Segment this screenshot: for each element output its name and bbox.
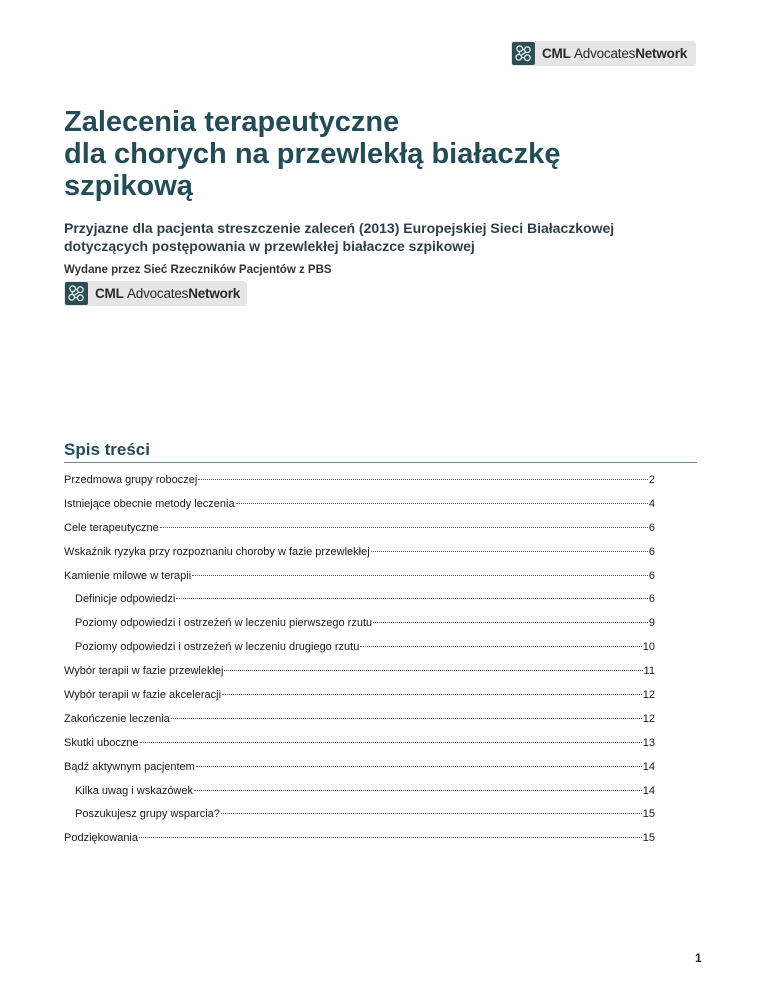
toc-page-number: 6 <box>648 593 655 606</box>
dot-leader <box>236 503 648 504</box>
toc-page-number: 14 <box>642 784 655 797</box>
toc-subentry[interactable]: Definicje odpowiedzi 6 <box>75 593 655 606</box>
dot-leader <box>160 527 648 528</box>
toc-entry[interactable]: Kamienie milowe w terapii 6 <box>64 569 655 582</box>
document-title <box>64 106 560 202</box>
document-subtitle <box>64 219 704 255</box>
toc-entry[interactable]: Zakończenie leczenia 12 <box>64 712 655 725</box>
toc-entry[interactable]: Wskaźnik ryzyka przy rozpoznaniu choroby w fazie przewlekłej 6 <box>64 545 655 558</box>
logo-text: CML AdvocatesNetwork <box>542 46 688 61</box>
toc-page-number: 6 <box>648 569 655 582</box>
toc-page-number: 11 <box>643 665 655 678</box>
molecule-network-icon <box>512 42 535 65</box>
dot-leader <box>140 742 642 743</box>
dot-leader <box>139 837 642 838</box>
toc-page-number: 9 <box>648 617 655 630</box>
toc-page-number: 12 <box>642 712 655 725</box>
toc-page-number: 15 <box>642 808 655 821</box>
published-by: Wydane przez Sieć Rzeczników Pacjentów z PBS <box>64 264 332 276</box>
table-of-contents <box>64 474 655 856</box>
toc-entry[interactable]: Skutki uboczne 13 <box>64 736 655 749</box>
toc-divider <box>64 462 697 463</box>
dot-leader <box>373 622 648 623</box>
dot-leader <box>198 479 648 480</box>
toc-entry[interactable]: Przedmowa grupy roboczej 2 <box>64 474 655 486</box>
page-number: 1 <box>695 951 702 965</box>
toc-subentry[interactable]: Poziomy odpowiedzi i ostrzeżeń w leczeniu drugiego rzutu 10 <box>75 641 655 654</box>
toc-page-number: 14 <box>642 760 655 773</box>
toc-entry[interactable]: Cele terapeutyczne 6 <box>64 521 655 534</box>
toc-entry[interactable]: Wybór terapii w fazie akceleracji 12 <box>64 689 655 702</box>
dot-leader <box>192 575 648 576</box>
dot-leader <box>176 598 648 599</box>
dot-leader <box>221 813 642 814</box>
dot-leader <box>171 718 642 719</box>
toc-page-number: 2 <box>648 474 655 486</box>
cml-advocates-network-logo <box>511 41 696 66</box>
toc-entry[interactable]: Istniejące obecnie metody leczenia 4 <box>64 497 655 510</box>
toc-subentry[interactable]: Kilka uwag i wskazówek 14 <box>75 784 655 797</box>
publisher-logo <box>64 281 247 306</box>
subtitle-line: dotyczących postępowania w przewlekłej białaczce szpikowej <box>64 238 475 254</box>
toc-page-number: 10 <box>642 641 655 654</box>
toc-subentry[interactable]: Poziomy odpowiedzi i ostrzeżeń w leczeniu pierwszego rzutu 9 <box>75 617 655 630</box>
dot-leader <box>194 790 642 791</box>
logo-text: CML AdvocatesNetwork <box>95 286 241 301</box>
toc-page-number: 13 <box>642 736 655 749</box>
toc-page-number: 6 <box>648 521 655 534</box>
toc-entry[interactable]: Podziękowania 15 <box>64 832 655 845</box>
toc-page-number: 6 <box>648 545 655 558</box>
molecule-network-icon <box>65 282 88 305</box>
dot-leader <box>371 551 648 552</box>
toc-entry[interactable]: Wybór terapii w fazie przewlekłej 11 <box>64 665 655 678</box>
toc-heading: Spis treści <box>64 440 150 459</box>
dot-leader <box>222 694 642 695</box>
dot-leader <box>224 670 642 671</box>
toc-page-number: 12 <box>642 689 655 702</box>
toc-page-number: 4 <box>648 497 655 510</box>
toc-entry[interactable]: Bądź aktywnym pacjentem 14 <box>64 760 655 773</box>
dot-leader <box>360 646 641 647</box>
title-line: Zalecenia terapeutyczne <box>64 106 400 138</box>
subtitle-line: Przyjazne dla pacjenta streszczenie zaleceń (2013) Europejskiej Sieci Białaczkowej <box>64 220 615 236</box>
title-line: szpikową <box>64 170 193 202</box>
toc-subentry[interactable]: Poszukujesz grupy wsparcia? 15 <box>75 808 655 821</box>
dot-leader <box>196 766 642 767</box>
title-line: dla chorych na przewlekłą białaczkę <box>64 138 561 170</box>
toc-page-number: 15 <box>642 832 655 845</box>
